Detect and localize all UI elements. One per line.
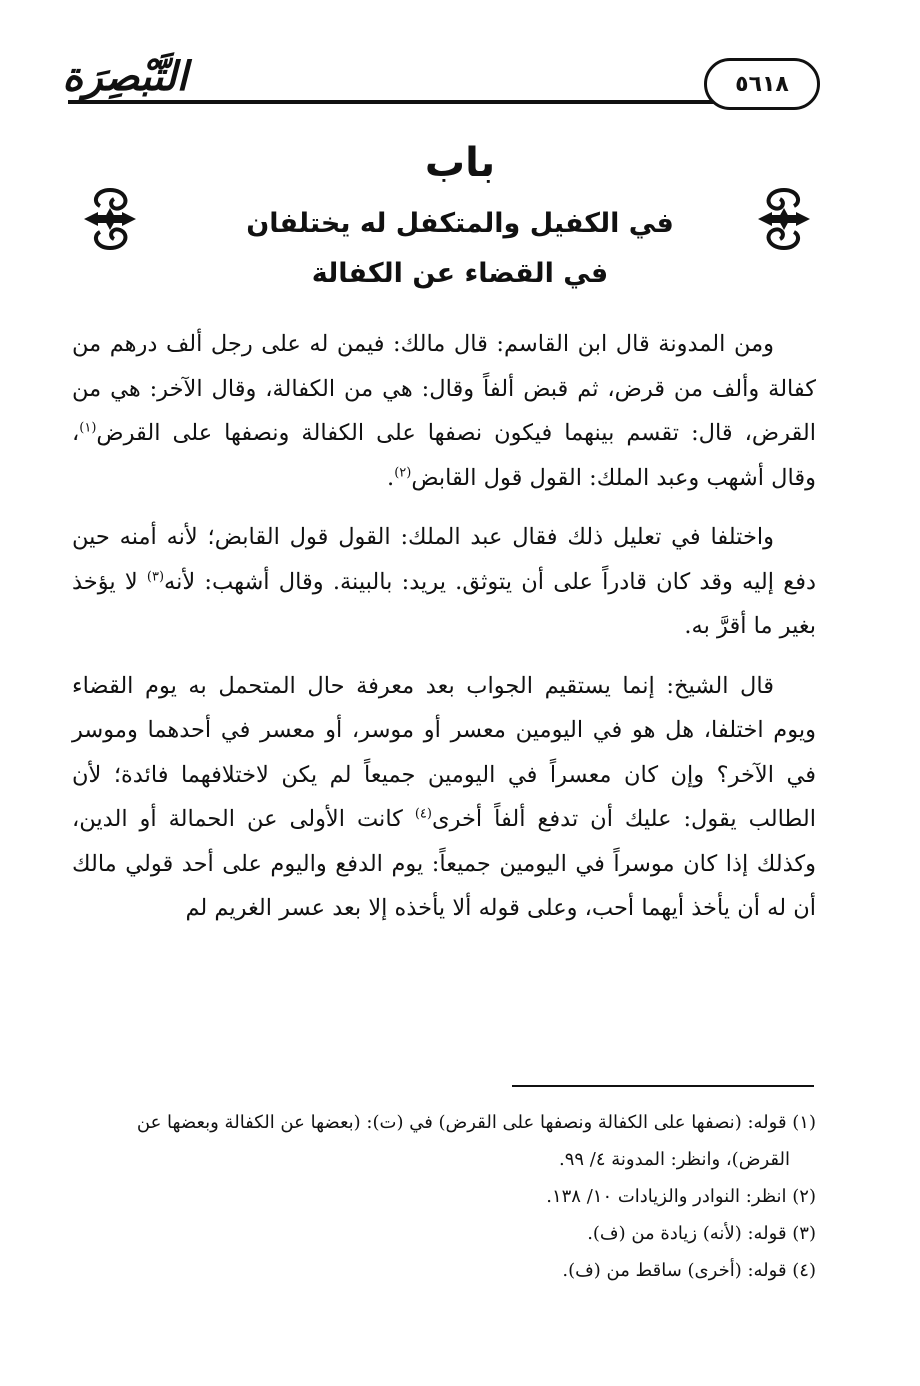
book-title-logo: التَّبْصِرَة: [62, 53, 188, 100]
page-number: ٥٦١٨: [735, 71, 789, 97]
footnotes: [72, 1104, 816, 1289]
footnote-2: (٢) انظر: النوادر والزيادات ١٠/ ١٣٨.: [546, 1186, 816, 1207]
paragraph-1: ومن المدونة قال ابن القاسم: قال مالك: فيمن له على رجل ألف درهم من كفالة وألف من قرض، ثم قبض ألفاً وقال: هي من الكفالة، وقال الآخر: هي من القرض، قال: تقسم بينهما فيكون نصفها على الكفالة ونصفها على القرض$^{(١)}$، وقال أشهب وعبد الملك: القول قول القابض$^{(٢)}$.: [72, 331, 816, 491]
footnote-ref-3: (٣): [146, 569, 165, 584]
paragraph-3: قال الشيخ: إنما يستقيم الجواب بعد معرفة حال المتحمل به يوم القضاء ويوم اختلفا، هل هو في اليومين معسر أو موسر، أو معسر في أحدهما وموسر في الآخر؟ وإن كان معسراً في اليومين جميعاً لم يكن لاختلافهما فائدة؛ لأن الطالب يقول: عليك أن تدفع ألفاً أخرى$^{(٤)}$ كانت الأولى عن الحمالة أو الدين، وكذلك إذا كان موسراً في اليومين جميعاً: يوم الدفع واليوم على أحد قولي مالك أن له أن يأخذ أيهما أحب، وعلى قوله ألا يأخذه إلا بعد عسر الغريم لم: [72, 672, 816, 921]
chapter-title-line-1: في الكفيل والمتكفل له يختلفان: [246, 208, 674, 239]
footnote-separator: [512, 1085, 814, 1087]
page-header: [0, 0, 920, 120]
footnote-1-continuation: القرض)، وانظر: المدونة ٤/ ٩٩.: [559, 1149, 790, 1170]
page-number-badge: [704, 58, 820, 110]
footnote-4: (٤) قوله: (أخرى) ساقط من (ف).: [562, 1260, 816, 1281]
chapter-title-line-2: في القضاء عن الكفالة: [311, 258, 609, 289]
chapter-heading: باب: [424, 140, 496, 186]
paragraph-2: واختلفا في تعليل ذلك فقال عبد الملك: القول قول القابض؛ لأنه أمنه حين دفع إليه وقد كان قادراً على أن يتوثق. يريد: بالبينة. وقال أشهب: لأنه$^{(٣)}$ لا يؤخذ بغير ما أقرَّ به.: [72, 524, 816, 639]
footnote-1: (١) قوله: (نصفها على الكفالة ونصفها على القرض) في (ت): (بعضها عن الكفالة وبعضها عن: [136, 1112, 816, 1133]
main-text: [72, 322, 816, 946]
footnote-3: (٣) قوله: (لأنه) زيادة من (ف).: [587, 1223, 816, 1244]
header-rule: [68, 100, 718, 104]
footnote-ref-1: (١): [79, 420, 97, 436]
footnote-ref-2: (٢): [394, 465, 412, 480]
footnote-ref-4: (٤): [414, 806, 432, 822]
